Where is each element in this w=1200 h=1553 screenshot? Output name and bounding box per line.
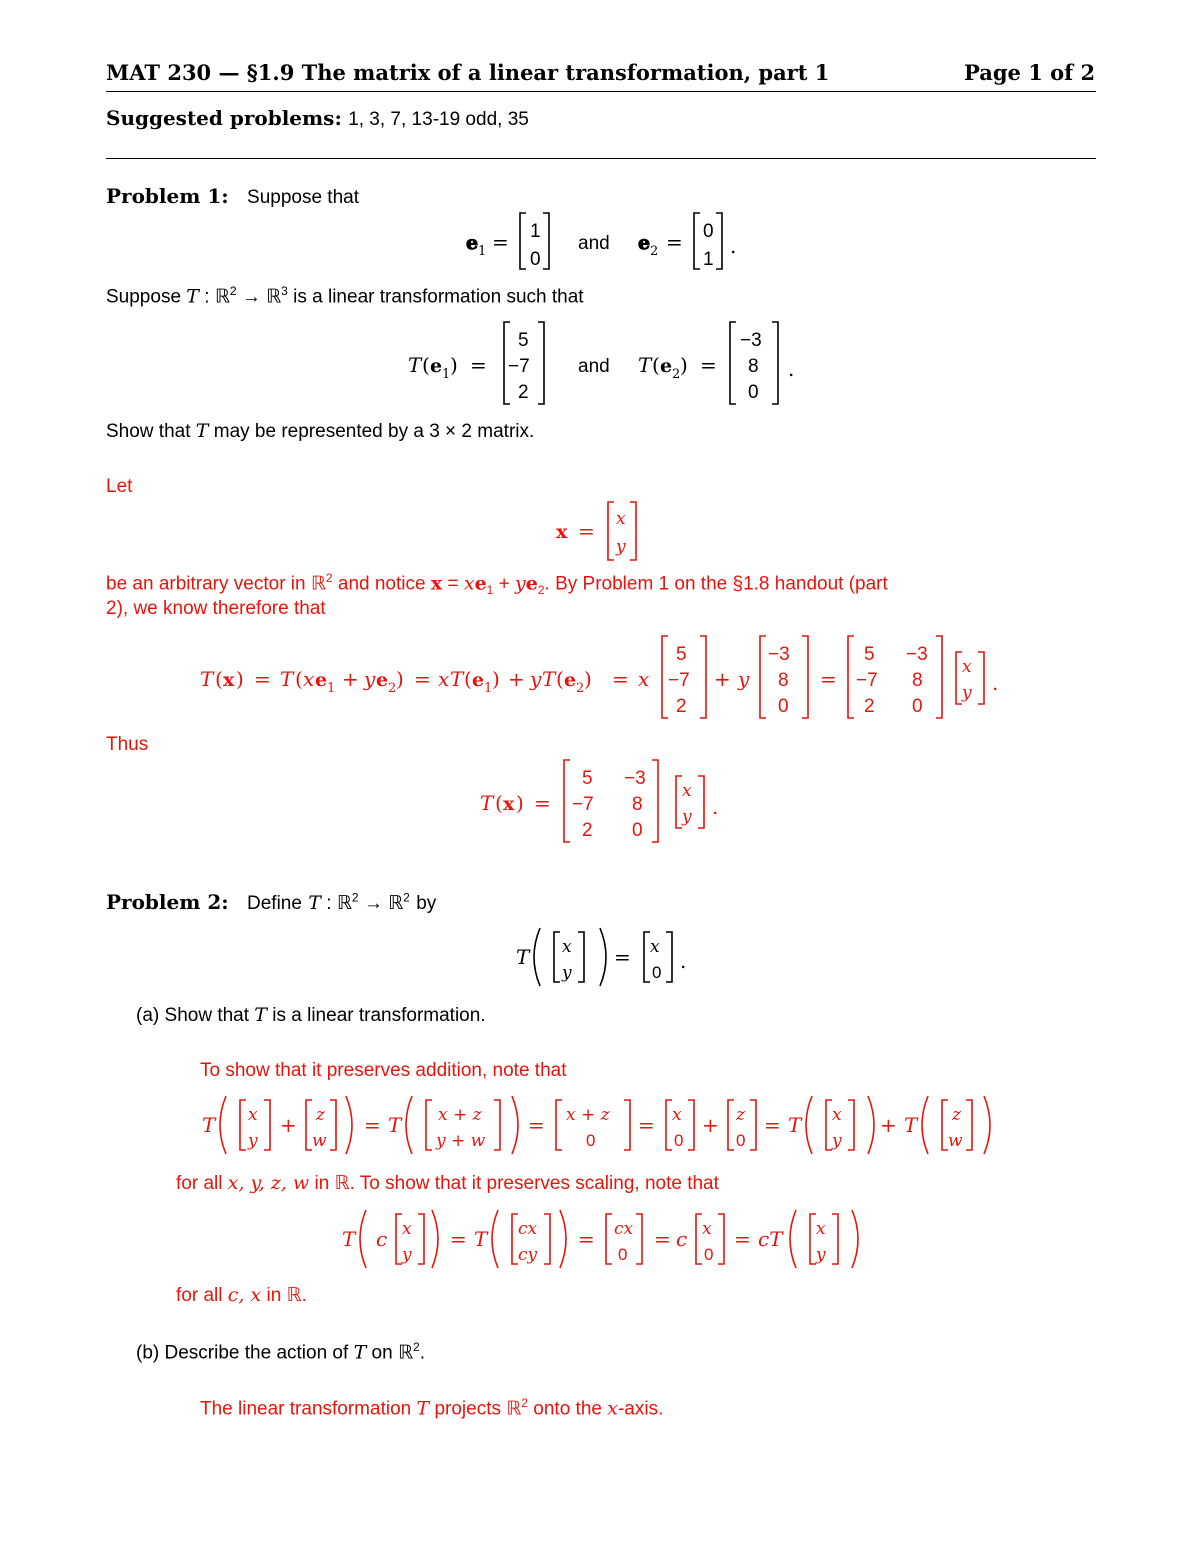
x-vector-entry: y: [616, 537, 626, 557]
svg-text:T: T: [542, 667, 556, 691]
svg-text:=: =: [254, 667, 271, 691]
svg-text:x: x: [962, 657, 972, 677]
problem2-definition: [0, 922, 1200, 992]
sol-b-pre: The linear transformation: [200, 1398, 412, 1420]
svg-text:z: z: [316, 1105, 325, 1125]
svg-text:=: =: [528, 1113, 545, 1137]
svg-text:+: +: [880, 1113, 897, 1137]
svg-text:(: (: [495, 791, 503, 815]
e2-entry: 0: [703, 221, 714, 242]
svg-text:): ): [396, 667, 404, 691]
problem1-suppose: Suppose that: [247, 187, 359, 208]
svg-text:x: x: [682, 781, 692, 801]
Te2-entry: −3: [740, 330, 762, 351]
svg-text:): ): [492, 667, 500, 691]
svg-text:): ): [516, 791, 524, 815]
svg-text:x: x: [248, 1105, 258, 1125]
solution-a-line2: for all x, y, z, w in ℝ. To show that it preserves scaling, note that: [176, 1172, 719, 1194]
show-word: Show that: [106, 421, 191, 442]
svg-text:z: z: [952, 1105, 961, 1125]
svg-text:cx: cx: [614, 1219, 634, 1239]
part-b-text: Describe the action of: [164, 1342, 349, 1364]
Te2-entry: 0: [748, 382, 759, 403]
e1-entry: 1: [530, 221, 541, 242]
svg-text:=: =: [700, 353, 717, 377]
svg-text:x: x: [503, 793, 515, 815]
svg-text:): ): [450, 353, 458, 377]
svg-text:=: =: [764, 1113, 781, 1137]
sol-a2-pre: for all: [176, 1173, 223, 1194]
sol-a2-mid: in: [314, 1173, 330, 1194]
suggested-label: Suggested problems:: [106, 106, 342, 130]
section-rule: [106, 158, 1096, 159]
solution1-thus: Thus: [106, 734, 149, 755]
svg-text:2: 2: [388, 681, 397, 696]
big-vec2-entry: 8: [778, 670, 789, 691]
svg-text:e: e: [564, 669, 577, 691]
svg-text:+: +: [508, 667, 525, 691]
problem2-intro: Problem 2: Define T : ℝ$^2$ → ℝ$^2$ by: [106, 890, 437, 914]
svg-text:=: =: [578, 1227, 595, 1251]
svg-text:x: x: [650, 937, 660, 957]
header-rule: [106, 91, 1096, 92]
svg-text:T: T: [202, 1113, 216, 1137]
part-b-question: (b) Describe the action of T on ℝ$^2$.: [136, 1340, 425, 1364]
big-matrix-entry: 2: [864, 696, 875, 717]
part-a-label: (a): [136, 1005, 160, 1026]
problem1-heading: Problem 1:: [106, 184, 229, 208]
svg-text:2: 2: [650, 244, 659, 259]
solution-b: The linear transformation T projects ℝ$^2$ onto the x-axis.: [200, 1396, 664, 1420]
svg-text:x: x: [223, 669, 235, 691]
svg-text:): ): [236, 667, 244, 691]
svg-text:c: c: [676, 1227, 688, 1251]
svg-text:T: T: [342, 1227, 356, 1251]
svg-text:y: y: [962, 683, 972, 703]
show-rest: may be represented by a 3 × 2 matrix.: [213, 421, 535, 442]
svg-text:(: (: [652, 353, 660, 377]
scaling-proof: [0, 1204, 1200, 1274]
big-matrix-entry: −3: [906, 644, 928, 665]
svg-text:=: =: [364, 1113, 381, 1137]
big-vec1-entry: −7: [668, 670, 690, 691]
svg-text:=: =: [414, 667, 431, 691]
sol-a3-vars: c, x: [227, 1284, 262, 1306]
sol-b-axis: x: [607, 1397, 618, 1420]
part-b-label: (b): [136, 1342, 160, 1364]
svg-text:T: T: [474, 1227, 488, 1251]
svg-text:y: y: [364, 667, 376, 691]
svg-text:T: T: [200, 667, 214, 691]
svg-text:.: .: [730, 234, 737, 258]
svg-text:=: =: [578, 519, 595, 543]
svg-text:0: 0: [704, 1245, 714, 1264]
big-matrix-entry: −7: [856, 670, 878, 691]
svg-text:1: 1: [484, 681, 493, 696]
svg-text:w: w: [312, 1131, 327, 1151]
svg-text:0: 0: [736, 1131, 746, 1150]
svg-text:e: e: [472, 669, 485, 691]
svg-text:e: e: [315, 669, 328, 691]
svg-text:0: 0: [674, 1131, 684, 1150]
line1a: be an arbitrary vector in: [106, 573, 306, 595]
svg-text:+: +: [702, 1113, 719, 1137]
svg-text:e: e: [660, 355, 673, 377]
addition-proof: [0, 1090, 1200, 1160]
by-word: by: [416, 893, 437, 914]
svg-text:T: T: [904, 1113, 918, 1137]
matrix-entry: 8: [632, 794, 643, 815]
svg-text:=: =: [666, 230, 683, 254]
svg-text:y: y: [832, 1131, 842, 1151]
svg-text:T: T: [638, 353, 652, 377]
big-matrix-entry: 0: [912, 696, 923, 717]
svg-text:T: T: [450, 667, 464, 691]
matrix-representation: [0, 754, 1200, 850]
matrix-entry: 2: [582, 820, 593, 841]
problem1-transformation-line: Suppose T : ℝ$^2$ → ℝ$^3$ is a linear transformation such that: [106, 284, 584, 308]
svg-text:(: (: [215, 667, 223, 691]
Te1-entry: 5: [518, 330, 529, 351]
svg-text:y: y: [402, 1245, 412, 1265]
svg-text:y: y: [530, 667, 542, 691]
svg-text:.: .: [680, 949, 687, 973]
svg-text:cy: cy: [518, 1245, 538, 1265]
matrix-entry: −7: [572, 794, 594, 815]
svg-text:T: T: [408, 353, 422, 377]
problem2-heading: Problem 2:: [106, 890, 229, 914]
svg-text:x + z: x + z: [566, 1105, 610, 1125]
big-matrix-entry: 5: [864, 644, 875, 665]
svg-text:c: c: [376, 1227, 388, 1251]
svg-text:1: 1: [327, 681, 336, 696]
big-vec2-entry: 0: [778, 696, 789, 717]
part-a-text: Show that: [164, 1005, 250, 1026]
svg-text:+: +: [714, 667, 731, 691]
svg-text:1: 1: [478, 244, 487, 259]
Te1-entry: −7: [508, 356, 530, 377]
svg-text:z: z: [736, 1105, 745, 1125]
svg-text:y: y: [562, 963, 572, 983]
svg-text:x: x: [438, 667, 450, 691]
svg-text:=: =: [450, 1227, 467, 1251]
big-vec1-entry: 5: [676, 644, 687, 665]
svg-text:2: 2: [672, 367, 681, 382]
svg-text:): ): [584, 667, 592, 691]
svg-text:=: =: [638, 1113, 655, 1137]
suppose-word: Suppose: [106, 286, 182, 308]
svg-text:0: 0: [618, 1245, 628, 1264]
images-display: [0, 316, 1200, 412]
big-vec1-entry: 2: [676, 696, 687, 717]
svg-text:T: T: [280, 667, 294, 691]
svg-text:+: +: [280, 1113, 297, 1137]
svg-text:=: =: [820, 667, 837, 691]
Te1-entry: 2: [518, 382, 529, 403]
svg-text:x: x: [638, 667, 650, 691]
svg-text:T: T: [788, 1113, 802, 1137]
svg-text:x: x: [672, 1105, 682, 1125]
sol-b-mid: projects: [434, 1398, 501, 1420]
sol-b-post: onto the: [533, 1398, 602, 1420]
svg-text:x: x: [816, 1219, 826, 1239]
matrix-entry: 5: [582, 768, 593, 789]
svg-text:y: y: [738, 667, 750, 691]
solution1-line1: be an arbitrary vector in ℝ$^2$ and notice $x = xe_1 + ye_2$. By Problem 1 on the §1.8 handout (part: [106, 571, 888, 598]
line1b: and notice: [337, 573, 426, 595]
page-number: Page 1 of 2: [964, 60, 1096, 85]
svg-text:.: .: [712, 795, 719, 819]
Te2-entry: 8: [748, 356, 759, 377]
svg-text:=: =: [492, 230, 509, 254]
sol-a3-pre: for all: [176, 1285, 223, 1306]
basis-vectors-display: [0, 205, 1200, 275]
svg-text:cT: cT: [758, 1227, 783, 1251]
svg-text:(: (: [464, 667, 472, 691]
svg-text:=: =: [654, 1227, 671, 1251]
problem1-question: Show that T may be represented by a 3 × 2 matrix.: [106, 420, 535, 442]
svg-text:cx: cx: [518, 1219, 538, 1239]
sol-a2-vars: x, y, z, w: [227, 1172, 310, 1194]
sol-a3-post: in: [266, 1285, 282, 1306]
svg-text:(: (: [295, 667, 303, 691]
svg-text:(: (: [556, 667, 564, 691]
svg-text:w: w: [948, 1131, 963, 1151]
svg-text:y: y: [816, 1245, 826, 1265]
big-matrix-entry: 8: [912, 670, 923, 691]
solution-a-line1: To show that it preserves addition, note that: [200, 1060, 567, 1081]
line1c: . By Problem 1 on the §1.8 handout (part: [544, 573, 888, 595]
solution-a-line3: for all c, x in ℝ.: [176, 1284, 307, 1306]
linearity-expansion: [0, 630, 1200, 726]
svg-text:+: +: [342, 667, 359, 691]
svg-text:x: x: [402, 1219, 412, 1239]
svg-text:2: 2: [576, 681, 585, 696]
svg-text:0: 0: [652, 963, 662, 982]
svg-text:e: e: [638, 232, 651, 254]
svg-text:x: x: [303, 667, 315, 691]
svg-text:=: =: [534, 791, 551, 815]
svg-text:x: x: [832, 1105, 842, 1125]
svg-text:=: =: [612, 667, 629, 691]
sol-b-end: -axis.: [617, 1398, 664, 1420]
svg-text:=: =: [734, 1227, 751, 1251]
and-word: and: [578, 233, 610, 254]
solution1-let: Let: [106, 476, 133, 497]
suggested-problems: [106, 106, 529, 131]
e2-entry: 1: [703, 249, 714, 270]
e1-entry: 0: [530, 249, 541, 270]
matrix-entry: 0: [632, 820, 643, 841]
svg-text:e: e: [430, 355, 443, 377]
part-a-question: (a) Show that T is a linear transformation.: [136, 1004, 486, 1026]
svg-text:y: y: [248, 1131, 258, 1151]
svg-text:T: T: [480, 791, 494, 815]
svg-text:and: and: [578, 356, 610, 377]
big-vec2-entry: −3: [768, 644, 790, 665]
x-vector-entry: x: [616, 509, 626, 529]
svg-text:x: x: [702, 1219, 712, 1239]
part-a-rest: is a linear transformation.: [272, 1005, 486, 1026]
suggested-list: 1, 3, 7, 13-19 odd, 35: [348, 109, 529, 130]
define-word: Define: [247, 893, 302, 914]
svg-text:0: 0: [586, 1131, 596, 1150]
svg-text:x: x: [556, 521, 568, 543]
svg-text:e: e: [376, 669, 389, 691]
x-vector-display: [0, 496, 1200, 566]
transformation-text: is a linear transformation such that: [293, 286, 584, 308]
svg-text:=: =: [614, 945, 631, 969]
svg-text:y + w: y + w: [436, 1131, 486, 1151]
page-title: MAT 230 — §1.9 The matrix of a linear transformation, part 1: [106, 60, 830, 85]
sol-a2-post: . To show that it preserves scaling, note that: [349, 1173, 719, 1194]
svg-text:x: x: [562, 937, 572, 957]
matrix-entry: −3: [624, 768, 646, 789]
svg-text:): ): [680, 353, 688, 377]
svg-text:T: T: [516, 945, 530, 969]
svg-text:x + z: x + z: [438, 1105, 482, 1125]
part-b-rest: on: [371, 1342, 393, 1364]
svg-text:.: .: [788, 357, 795, 381]
svg-text:=: =: [470, 353, 487, 377]
svg-text:1: 1: [442, 367, 451, 382]
svg-text:T: T: [388, 1113, 402, 1137]
svg-text:e: e: [466, 232, 479, 254]
solution1-line2: 2), we know therefore that: [106, 598, 326, 619]
svg-text:y: y: [682, 807, 692, 827]
svg-text:(: (: [422, 353, 430, 377]
svg-text:.: .: [992, 671, 999, 695]
